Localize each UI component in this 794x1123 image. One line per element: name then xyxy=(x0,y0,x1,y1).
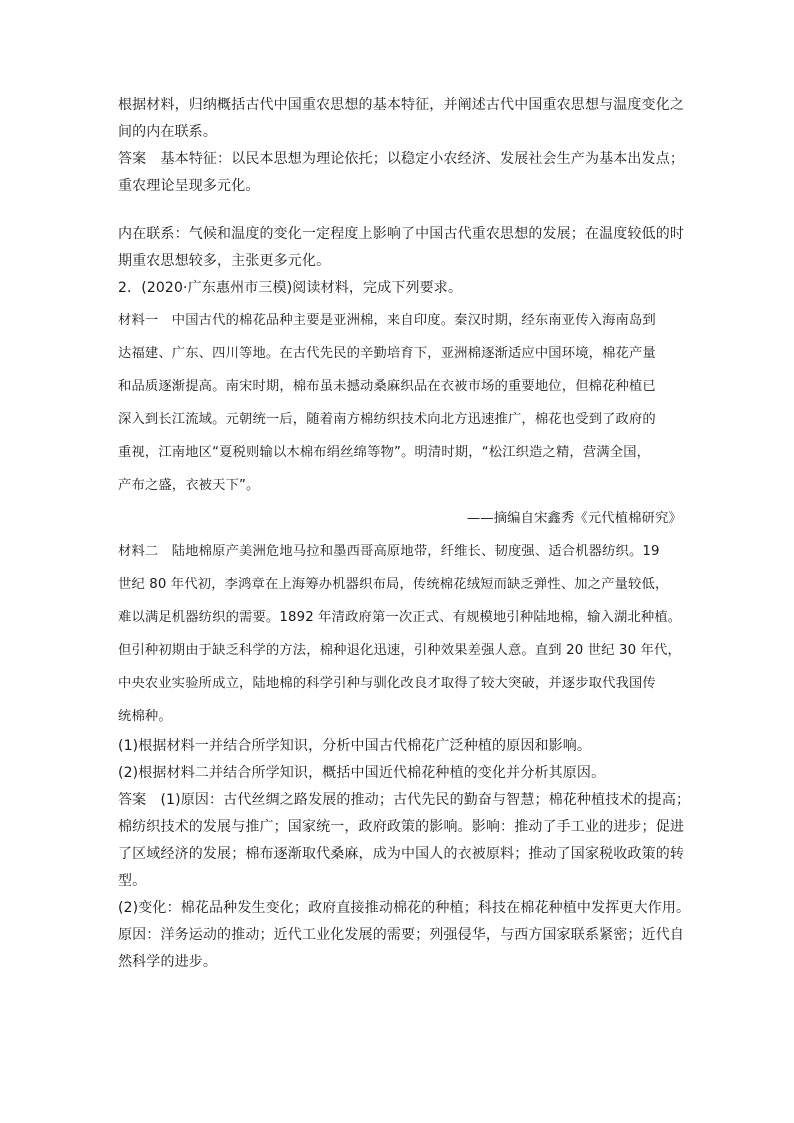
text-line: 但引种初期由于缺乏科学的方法，棉种退化迅速，引种效果差强人意。直到 20 世纪 30 年代， xyxy=(118,643,681,658)
source-citation: ——摘编自宋鑫秀《元代植棉研究》 xyxy=(466,511,682,526)
text-line: 统棉种。 xyxy=(118,709,172,724)
text-line: 世纪 80 年代初，李鸿章在上海筹办机器织布局，传统棉花绒短而缺乏弹性、加之产量较低， xyxy=(118,577,669,592)
answer-label-line: 答案 基本特征：以民本思想为理论依托；以稳定小农经济、发展社会生产为基本出发点； xyxy=(118,151,684,167)
text-line: 深入到长江流域。元朝统一后，随着南方棉纺织技术向北方迅速推广，棉花也受到了政府的 xyxy=(118,412,656,427)
text-line: 达福建、广东、四川等地。在古代先民的辛勤培育下，亚洲棉逐渐适应中国环境，棉花产量 xyxy=(118,346,656,361)
text-line: 期重农思想较多，主张更多元化。 xyxy=(118,253,331,269)
text-line: 材料一 中国古代的棉花品种主要是亚洲棉，来自印度。秦汉时期，经东南亚传入海南岛到 xyxy=(118,313,656,328)
text-line: 间的内在联系。 xyxy=(118,124,218,140)
text-line: 然科学的进步。 xyxy=(118,954,218,970)
text-line: (2)变化：棉花品种发生变化；政府直接推动棉花的种植；科技在棉花种植中发挥更大作用。 xyxy=(118,900,691,916)
material-1 xyxy=(118,304,682,535)
text-line: 了区域经济的发展；棉布逐渐取代桑麻，成为中国人的衣被原料；推动了国家税收政策的转 xyxy=(118,846,684,862)
sub-question: (1)根据材料一并结合所学知识，分析中国古代棉花广泛种植的原因和影响。 xyxy=(118,738,592,754)
text-line: 和品质逐渐提高。南宋时期，棉布虽未撼动桑麻织品在衣被市场的重要地位，但棉花种植已 xyxy=(118,379,656,394)
text-line: 内在联系：气候和温度的变化一定程度上影响了中国古代重农思想的发展；在温度较低的时 xyxy=(118,226,684,242)
sub-question: (2)根据材料二并结合所学知识，概括中国近代棉花种植的变化并分析其原因。 xyxy=(118,765,606,781)
text-line: 重农理论呈现多元化。 xyxy=(118,178,260,194)
q1-link xyxy=(118,221,682,302)
text-line: 材料二 陆地棉原产美洲危地马拉和墨西哥高原地带，纤维长、韧度强、适合机器纺织。19 xyxy=(118,544,660,559)
material-2 xyxy=(118,535,682,733)
answer-label-line: 答案 (1)原因：古代丝绸之路发展的推动；古代先民的勤奋与智慧；棉花种植技术的提高； xyxy=(118,792,691,808)
text-line: 中央农业实验所成立，陆地棉的科学引种与驯化改良才取得了较大突破，并逐步取代我国传 xyxy=(118,676,656,691)
document-page xyxy=(118,92,691,976)
text-line: 型。 xyxy=(118,873,147,889)
text-line: 难以满足机器纺织的需要。1892 年清政府第一次正式、有规模地引种陆地棉，输入湖北种植。 xyxy=(118,610,682,625)
question-header: 2．(2020·广东惠州市三模)阅读材料，完成下列要求。 xyxy=(118,280,463,296)
text-line: 棉纺织技术的发展与推广；国家统一，政府政策的影响。影响：推动了手工业的进步；促进 xyxy=(118,819,684,835)
text-line: 重视，江南地区“夏税则输以木棉布绢丝绵等物”。明清时期，“松江织造之精，营满全国， xyxy=(118,445,651,460)
text-line: 原因：洋务运动的推动；近代工业化发展的需要；列强侵华，与西方国家联系紧密；近代自 xyxy=(118,927,684,943)
text-line: 根据材料，归纳概括古代中国重农思想的基本特征，并阐述古代中国重农思想与温度变化之 xyxy=(118,97,684,113)
q1-prompt xyxy=(118,92,682,200)
questions xyxy=(118,733,691,976)
text-line: 产布之盛，衣被天下”。 xyxy=(118,478,260,493)
